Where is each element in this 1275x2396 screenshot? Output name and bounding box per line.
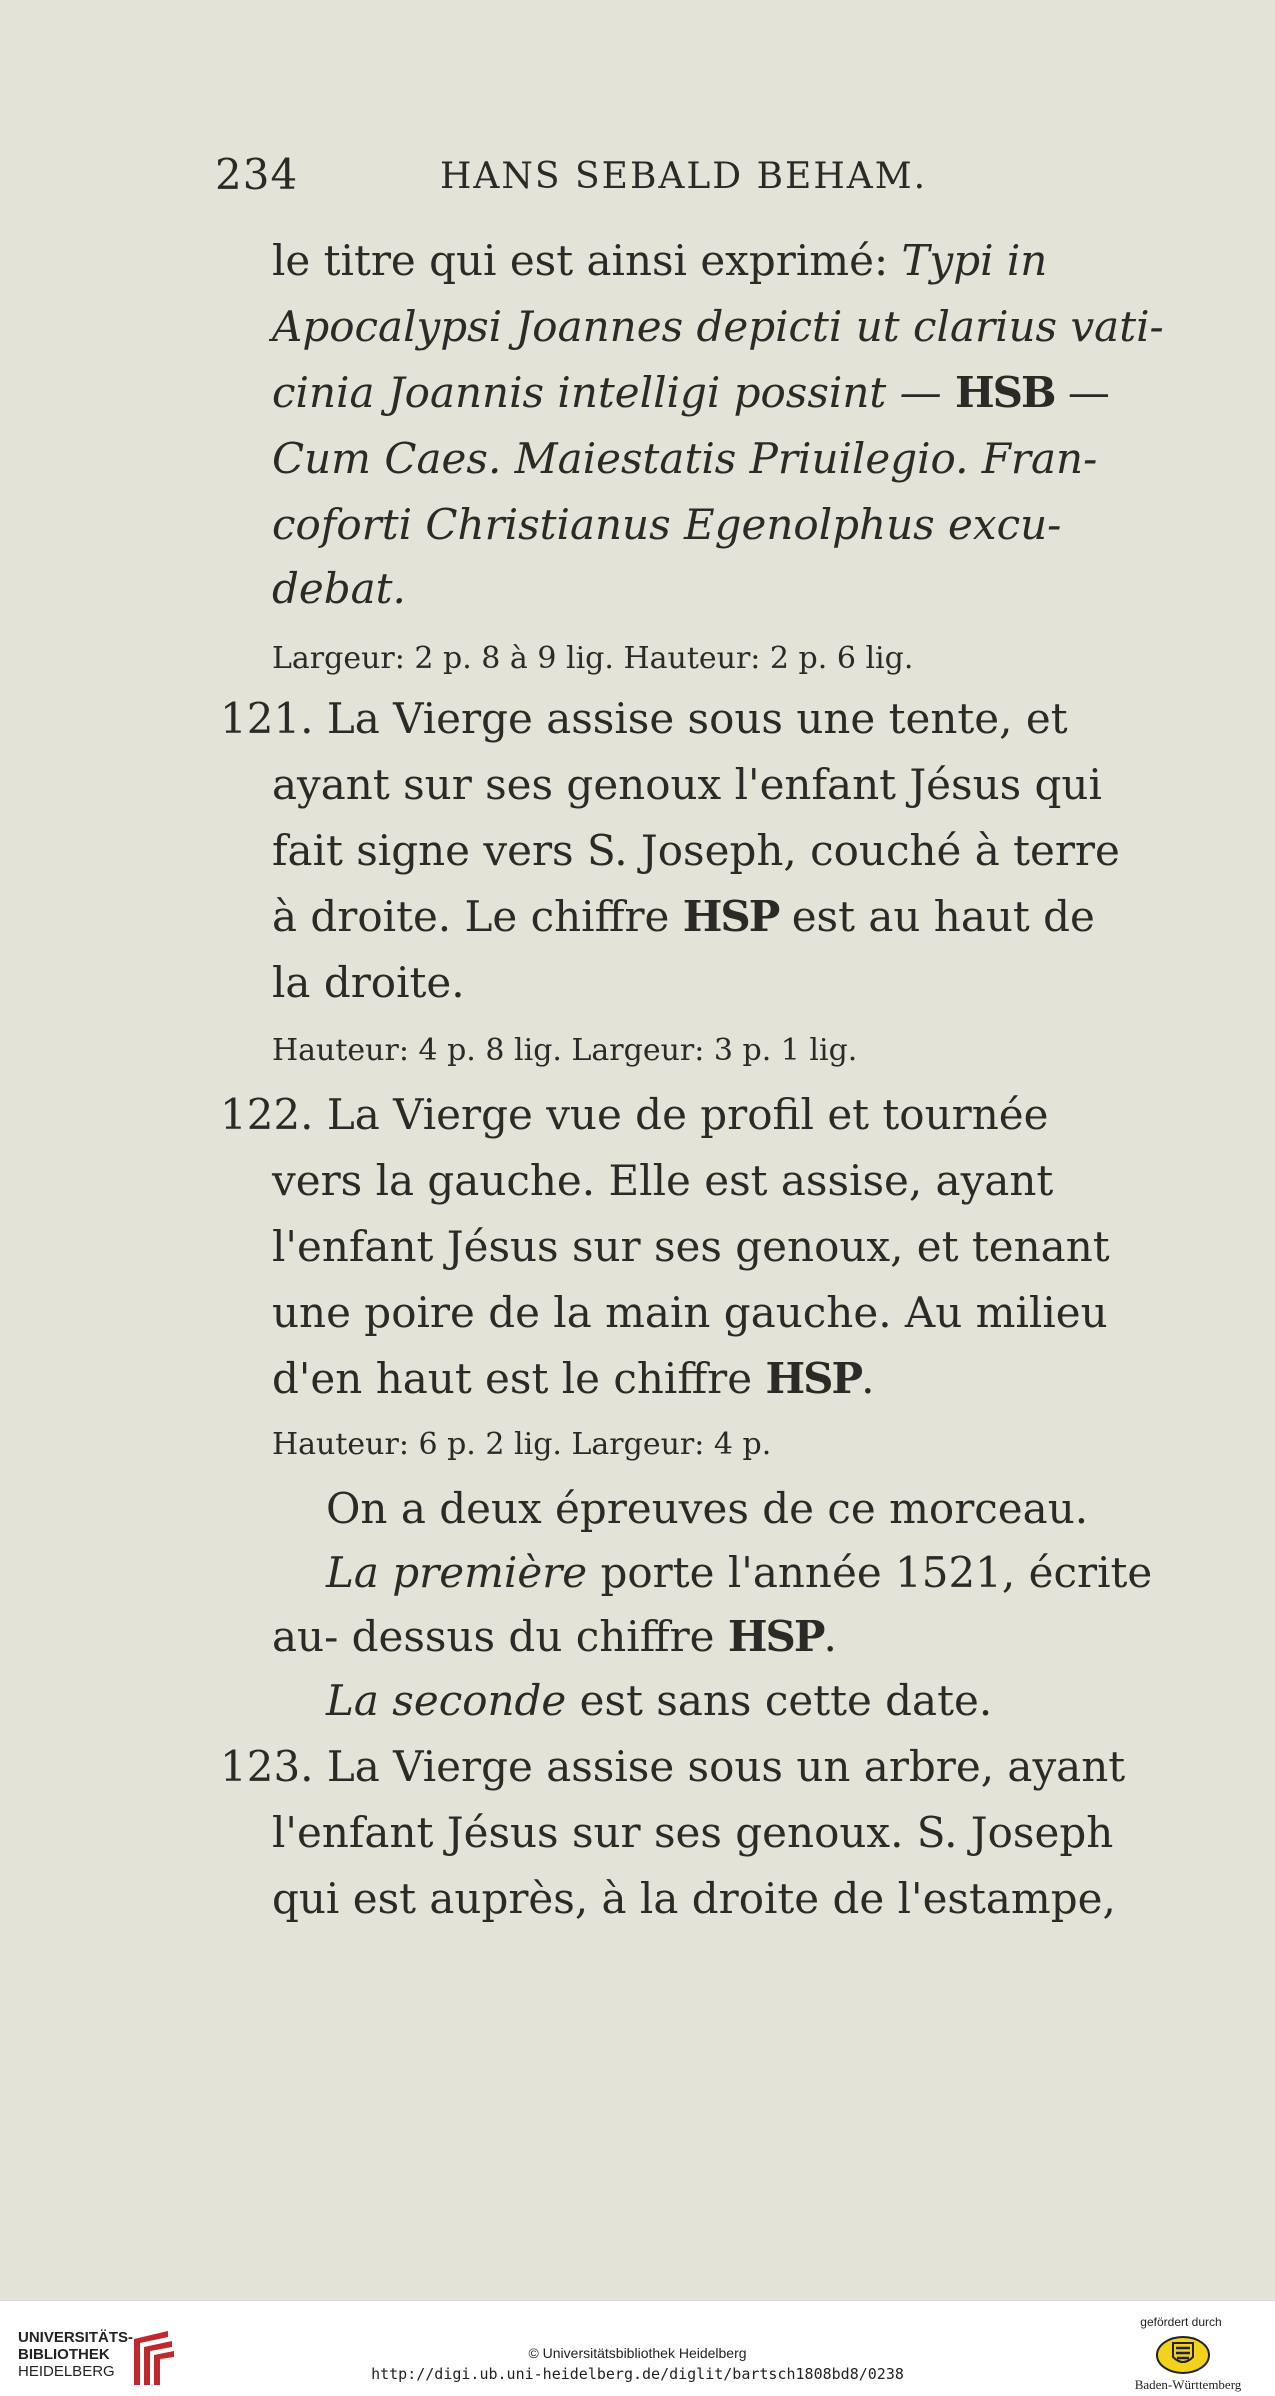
text-line: ayant sur ses genoux l'enfant Jésus qui: [272, 760, 1102, 809]
viewer-footer: [0, 2300, 1275, 2396]
text-span: est au haut de: [778, 892, 1095, 941]
italic-span: La première: [326, 1548, 588, 1597]
text-span: au- dessus du chiffre: [272, 1612, 728, 1661]
page-number: 234: [215, 150, 299, 199]
dimensions-line: Largeur: 2 p. 8 à 9 lig. Hauteur: 2 p. 6 lig.: [272, 641, 914, 676]
text-line: [272, 1346, 874, 1412]
baden-wuerttemberg-coat-of-arms-icon[interactable]: [1153, 2333, 1213, 2375]
text-span: .: [861, 1354, 875, 1403]
text-line: une poire de la main gauche. Au milieu: [272, 1288, 1108, 1337]
states-intro-line: On a deux épreuves de ce morceau.: [326, 1484, 1089, 1533]
entry-122-line: 122. La Vierge vue de profil et tournée: [220, 1090, 1049, 1139]
text-line: qui est auprès, à la droite de l'estampe,: [272, 1874, 1116, 1923]
text-line-italic: Apocalypsi Joannes depicti ut clarius vati-: [272, 302, 1164, 351]
italic-title-span: Typi in: [901, 236, 1048, 285]
running-head: HANS SEBALD BEHAM.: [440, 156, 928, 197]
institution-line: HEIDELBERG: [18, 2363, 115, 2380]
text-line: [272, 228, 1047, 294]
text-line: fait signe vers S. Joseph, couché à terre: [272, 826, 1120, 875]
text-line: [272, 1604, 837, 1670]
text-line: vers la gauche. Elle est assise, ayant: [272, 1156, 1054, 1205]
entry-121-line: 121. La Vierge assise sous une tente, et: [220, 694, 1068, 743]
monogram-hsp: HSP: [765, 1354, 862, 1403]
institution-line: UNIVERSITÄTS-: [18, 2329, 134, 2346]
text-line: [272, 884, 1095, 950]
funder-name: Baden-Württemberg: [1134, 2377, 1242, 2392]
funded-by-label: gefördert durch: [1140, 2315, 1222, 2329]
text-line-italic: Cum Caes. Maiestatis Priuilegio. Fran-: [272, 434, 1098, 483]
text-span: .: [823, 1612, 837, 1661]
text-line: l'enfant Jésus sur ses genoux. S. Joseph: [272, 1808, 1114, 1857]
text-span: cinia Joannis intelligi possint —: [272, 368, 955, 417]
permalink[interactable]: http://digi.ub.uni-heidelberg.de/diglit/bartsch1808bd8/0238: [371, 2365, 904, 2383]
italic-span: La seconde: [326, 1676, 567, 1725]
text-line-italic: cinia Joannis intelligi possint — HSB —: [272, 368, 1110, 417]
entry-123-line: 123. La Vierge assise sous un arbre, ayant: [220, 1742, 1126, 1791]
text-line-italic: coforti Christianus Egenolphus excu-: [272, 500, 1062, 549]
text-line: [326, 1668, 992, 1734]
text-line: la droite.: [272, 958, 465, 1007]
dimensions-line: Hauteur: 6 p. 2 lig. Largeur: 4 p.: [272, 1427, 772, 1462]
monogram-hsb: HSB: [954, 368, 1055, 417]
text-span: est sans cette date.: [566, 1676, 993, 1725]
dimensions-line: Hauteur: 4 p. 8 lig. Largeur: 3 p. 1 lig.: [272, 1033, 858, 1068]
text-line-italic: debat.: [272, 564, 406, 613]
text-span: à droite. Le chiffre: [272, 892, 683, 941]
institution-line: BIBLIOTHEK: [18, 2346, 110, 2363]
page-header: [215, 150, 1155, 210]
copyright-notice: © Universitätsbibliothek Heidelberg: [528, 2345, 747, 2361]
monogram-hsp: HSP: [727, 1612, 824, 1661]
text-span: porte l'année 1521, écrite: [587, 1548, 1153, 1597]
text-span: le titre qui est ainsi exprimé:: [272, 236, 902, 285]
text-line: l'enfant Jésus sur ses genoux, et tenant: [272, 1222, 1110, 1271]
text-span: d'en haut est le chiffre: [272, 1354, 766, 1403]
text-line: [326, 1540, 1152, 1606]
monogram-hsp: HSP: [682, 892, 779, 941]
